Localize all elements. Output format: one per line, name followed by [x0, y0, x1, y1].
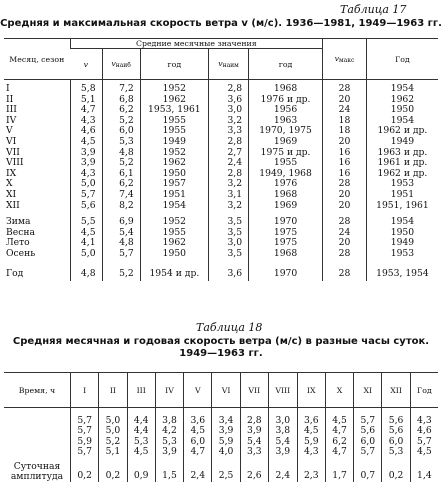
table18-col-header: VI	[212, 373, 240, 408]
table17-cell: 1949	[366, 137, 438, 148]
table17-cell: 16	[323, 148, 367, 159]
table17-cell: 3,2	[209, 116, 249, 127]
table18-cell: 2,8 3,9 5,4 3,3	[240, 408, 268, 458]
table18-amp-cell: 2,5	[212, 458, 240, 482]
table17-cell: 6,8	[102, 95, 140, 106]
table17-month-row	[4, 169, 438, 180]
table18-col-header: VIII	[268, 373, 297, 408]
table18-amp-cell: 0,2	[99, 458, 127, 482]
table17-cell: 1954 и др.	[140, 260, 208, 282]
table18-cell: 4,4 4,4 5,3 4,5	[127, 408, 155, 458]
table18-amp-cell: 2,3	[297, 458, 325, 482]
table18-col-header: XI	[354, 373, 382, 408]
table17-cell: Лето	[6, 237, 30, 249]
table17-cell: 3,2	[209, 201, 249, 212]
table17-cell: 1976	[249, 179, 323, 190]
table17-cell: 5,6	[70, 201, 102, 212]
table17-cell: 1968	[249, 190, 323, 201]
table17-cell: 1954	[140, 201, 208, 212]
table18-col-header: III	[127, 373, 155, 408]
table17-cell: 1950	[140, 249, 208, 260]
table17-cell: 1949	[140, 137, 208, 148]
table17-season-row	[4, 228, 438, 239]
table17-cell: 1957	[140, 179, 208, 190]
table17-cell: 1970, 1975	[249, 126, 323, 137]
table17-cell: 5,0	[70, 179, 102, 190]
table18-amp-cell: 2,6	[240, 458, 268, 482]
table17-cell: 1953, 1961	[140, 105, 208, 116]
col-header-vmax: vмакс	[323, 39, 367, 80]
table17-cell: 1962	[140, 238, 208, 249]
table17-cell: 5,2	[102, 260, 140, 282]
table17-cell: 1962	[366, 95, 438, 106]
table17-cell: 8,2	[102, 201, 140, 212]
table17-cell: IV	[6, 114, 17, 126]
table17-cell: 4,8	[102, 238, 140, 249]
table17-cell: III	[6, 104, 17, 116]
table17-cell: 5,7	[70, 190, 102, 201]
table17-cell: I	[6, 83, 10, 94]
table17-month-row	[4, 137, 438, 148]
table17-title: Средняя и максимальная скорость ветра v (м/с). 1936—1981, 1949—1963 гг.	[0, 18, 442, 29]
table17-month-row	[4, 148, 438, 159]
table17-month-row	[4, 80, 438, 95]
table17-cell: 16	[323, 169, 367, 180]
table17-cell: 1949	[366, 238, 438, 249]
table18-col-header: Время, ч	[4, 373, 71, 408]
table17-cell: 6,2	[102, 179, 140, 190]
table17-cell: 3,6	[209, 95, 249, 106]
table17-cell: 5,0	[70, 249, 102, 260]
table17-cell: 4,8	[70, 260, 102, 282]
table17-cell: 1955	[140, 228, 208, 239]
table17-cell: 1951	[366, 190, 438, 201]
table17-cell: 4,5	[70, 228, 102, 239]
table17-cell: 24	[323, 105, 367, 116]
table18	[4, 372, 438, 482]
table17-cell: Весна	[6, 226, 35, 238]
table17-cell: XII	[6, 199, 20, 211]
table17-month-row	[4, 116, 438, 127]
table17-month-row	[4, 190, 438, 201]
table17-cell: 1962	[140, 158, 208, 169]
table18-title-line1: Средняя месячная и годовая скорость ветра (м/с) в разные часы суток.	[12, 336, 430, 347]
table17-cell: 3,9	[70, 148, 102, 159]
table17-cell: 1969	[249, 137, 323, 148]
col-header-year-min: год	[249, 49, 323, 80]
col-header-vnaib: vнаиб	[102, 49, 140, 80]
table17-cell: 3,0	[209, 238, 249, 249]
table17-cell: 1953	[366, 249, 438, 260]
table17-cell: 1954	[366, 211, 438, 228]
table17	[4, 38, 438, 281]
table17-cell: 1950	[366, 105, 438, 116]
table17-cell: 5,4	[102, 228, 140, 239]
table17-month-row	[4, 201, 438, 212]
table18-amp-cell: 0,2	[382, 458, 410, 482]
table18-cell: 5,0 5,0 5,2 5,1	[99, 408, 127, 458]
table17-season-row	[4, 238, 438, 249]
table17-cell: 3,5	[209, 228, 249, 239]
table17-cell: X	[6, 178, 13, 190]
col-header-year2: Год	[366, 39, 438, 80]
table17-cell: 1970	[249, 211, 323, 228]
table17-cell: 3,6	[209, 260, 249, 282]
table18-amp-cell: 2,4	[268, 458, 297, 482]
table17-cell: 4,5	[70, 137, 102, 148]
table17-cell: 1975	[249, 228, 323, 239]
table17-cell: 4,3	[70, 116, 102, 127]
table17-cell: 1975	[249, 238, 323, 249]
table17-cell: 1970	[249, 260, 323, 282]
table18-cell: 4,3 4,6 5,7 4,5	[410, 408, 438, 458]
table17-month-row	[4, 158, 438, 169]
table17-cell: 28	[323, 260, 367, 282]
table17-cell: VIII	[6, 157, 24, 169]
table18-col-header: Год	[410, 373, 438, 408]
table17-cell: 4,1	[70, 238, 102, 249]
table17-cell: 1953	[366, 179, 438, 190]
table18-col-header: I	[71, 373, 99, 408]
col-header-month: Месяц, сезон	[4, 39, 70, 80]
table17-cell: VII	[6, 146, 20, 158]
table17-cell: 2,8	[209, 137, 249, 148]
table17-cell: 1968	[249, 80, 323, 95]
table17-cell: Год	[6, 267, 24, 279]
table17-cell: 28	[323, 80, 367, 95]
table18-cell: 3,6 4,5 5,9 4,3	[297, 408, 325, 458]
table17-cell: 2,7	[209, 148, 249, 159]
table17-cell: 24	[323, 228, 367, 239]
table17-cell: 6,9	[102, 211, 140, 228]
table17-cell: 1968	[249, 249, 323, 260]
table17-cell: 1954	[366, 116, 438, 127]
table17-month-row	[4, 179, 438, 190]
table18-time-cell	[4, 408, 71, 458]
table17-cell: 18	[323, 116, 367, 127]
table17-cell: 1956	[249, 105, 323, 116]
table17-cell: 1949, 1968	[249, 169, 323, 180]
table17-cell: 3,0	[209, 105, 249, 116]
table18-cell: 3,8 4,2 5,3 3,9	[155, 408, 183, 458]
table17-cell: 4,8	[102, 148, 140, 159]
table17-cell: 1962	[140, 95, 208, 106]
table17-cell: 4,3	[70, 169, 102, 180]
table17-cell: 2,8	[209, 169, 249, 180]
table18-amp-cell: 1,7	[325, 458, 353, 482]
table17-cell: 1961 и др.	[366, 158, 438, 169]
table17-cell: 20	[323, 190, 367, 201]
table17-cell: 1951	[140, 190, 208, 201]
col-header-vnaim: vнаим	[209, 49, 249, 80]
table17-cell: 6,0	[102, 126, 140, 137]
table18-col-header: IX	[297, 373, 325, 408]
table18-cell: 3,0 3,8 5,4 3,9	[268, 408, 297, 458]
table18-col-header: XII	[382, 373, 410, 408]
table17-cell: 1954	[366, 80, 438, 95]
table17-month-row	[4, 105, 438, 116]
table17-season-row	[4, 249, 438, 260]
table17-cell: 7,2	[102, 80, 140, 95]
table18-amp-cell: 0,9	[127, 458, 155, 482]
table17-cell: 1950	[366, 228, 438, 239]
table17-cell: 5,5	[70, 211, 102, 228]
table18-col-header: II	[99, 373, 127, 408]
table17-cell: 1950	[140, 169, 208, 180]
table18-col-header: V	[184, 373, 212, 408]
table17-cell: 1955	[140, 116, 208, 127]
table18-amp-cell: 1,4	[410, 458, 438, 482]
table18-title-line2: 1949—1963 гг.	[179, 348, 263, 359]
table17-cell: Осень	[6, 247, 36, 259]
table17-cell: 28	[323, 249, 367, 260]
table18-amp-cell: 1,5	[155, 458, 183, 482]
col-header-v: v	[70, 49, 102, 80]
table17-cell: 1962 и др.	[366, 169, 438, 180]
table17-year-row	[4, 260, 438, 282]
table17-cell: 1976 и др.	[249, 95, 323, 106]
table17-cell: 4,6	[70, 126, 102, 137]
table18-amp-cell: 0,7	[354, 458, 382, 482]
table17-cell: 6,2	[102, 105, 140, 116]
table17-cell: 1955	[140, 126, 208, 137]
table18-cell: 4,5 4,7 6,2 4,7	[325, 408, 353, 458]
table17-cell: 1963 и др.	[366, 148, 438, 159]
table17-cell: 3,5	[209, 249, 249, 260]
table17-cell: VI	[6, 135, 17, 147]
table18-amp-cell: 0,2	[71, 458, 99, 482]
table17-cell: 2,4	[209, 158, 249, 169]
table18-cell: 5,7 5,7 5,9 5,7	[71, 408, 99, 458]
table17-cell: 5,2	[102, 158, 140, 169]
table17-cell: 20	[323, 95, 367, 106]
table17-cell: 1969	[249, 201, 323, 212]
table18-cell: 3,6 4,5 6,0 4,7	[184, 408, 212, 458]
table17-cell: 20	[323, 201, 367, 212]
table17-cell: 3,3	[209, 126, 249, 137]
col-header-year-max: год	[140, 49, 208, 80]
table17-cell: 2,8	[209, 80, 249, 95]
table17-cell: IX	[6, 167, 17, 179]
table17-month-row	[4, 126, 438, 137]
table17-cell: Зима	[6, 216, 31, 228]
table17-cell: 1955	[249, 158, 323, 169]
table17-cell: 1952	[140, 211, 208, 228]
table18-cell: 5,6 5,6 6,0 5,3	[382, 408, 410, 458]
table17-cell: 1963	[249, 116, 323, 127]
table17-cell: 20	[323, 238, 367, 249]
table17-cell: 20	[323, 137, 367, 148]
table18-values-row	[4, 408, 438, 458]
table17-caption: Таблица 17	[340, 3, 407, 16]
table17-cell: 5,8	[70, 80, 102, 95]
table17-cell: XI	[6, 188, 17, 200]
table17-cell: 4,7	[70, 105, 102, 116]
table17-cell: 1952	[140, 148, 208, 159]
table17-season-row	[4, 211, 438, 228]
table17-cell: 1953, 1954	[366, 260, 438, 282]
table17-cell: 3,9	[70, 158, 102, 169]
table17-cell: V	[6, 125, 13, 137]
table17-cell: II	[6, 93, 14, 105]
table17-cell: 7,4	[102, 190, 140, 201]
table17-cell: 3,5	[209, 211, 249, 228]
table18-amp-label: Суточная амплитуда	[10, 460, 64, 482]
table18-amplitude-row	[4, 458, 438, 482]
table17-cell: 28	[323, 211, 367, 228]
table17-cell: 1962 и др.	[366, 126, 438, 137]
table18-caption: Таблица 18	[196, 321, 263, 334]
table17-cell: 3,2	[209, 179, 249, 190]
table17-cell: 3,1	[209, 190, 249, 201]
table17-cell: 18	[323, 126, 367, 137]
table17-cell: 6,1	[102, 169, 140, 180]
table18-amp-cell: 2,4	[184, 458, 212, 482]
table17-cell: 1975 и др.	[249, 148, 323, 159]
table17-cell: 28	[323, 179, 367, 190]
table18-cell: 3,4 3,9 5,9 4,0	[212, 408, 240, 458]
table17-cell: 1952	[140, 80, 208, 95]
table17-month-row	[4, 95, 438, 106]
table17-cell: 16	[323, 158, 367, 169]
table18-col-header: VII	[240, 373, 268, 408]
table17-cell: 5,3	[102, 137, 140, 148]
table17-cell: 5,7	[102, 249, 140, 260]
table17-cell: 5,1	[70, 95, 102, 106]
col-group-header: Средние месячные значения	[70, 39, 322, 49]
table17-cell: 1951, 1961	[366, 201, 438, 212]
table18-col-header: IV	[155, 373, 183, 408]
table17-cell: 5,2	[102, 116, 140, 127]
table18-col-header: X	[325, 373, 353, 408]
table18-cell: 5,7 5,6 6,0 5,7	[354, 408, 382, 458]
